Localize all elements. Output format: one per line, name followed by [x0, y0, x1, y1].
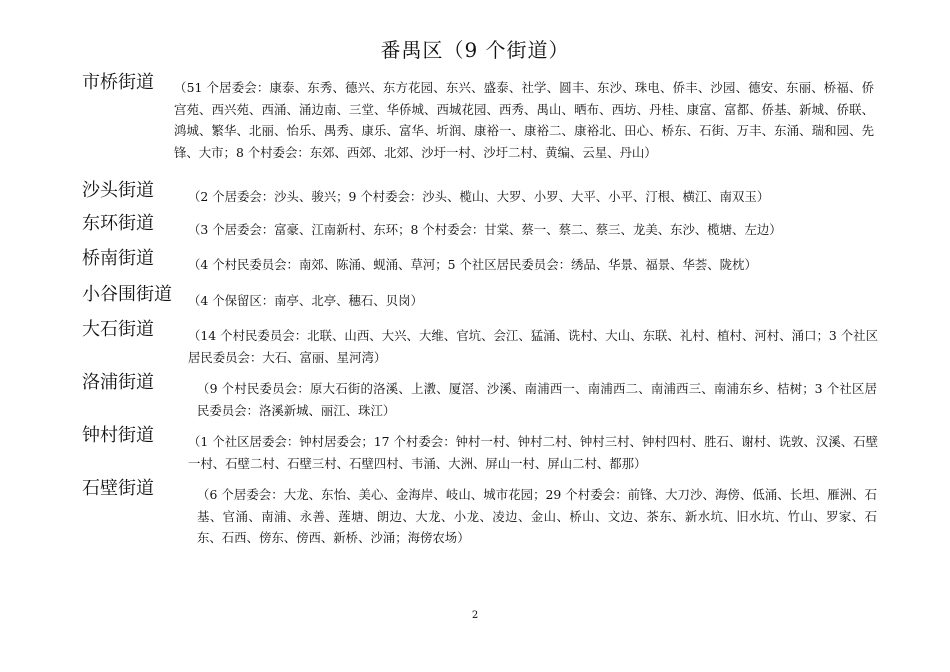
street-entry-shatou [82, 180, 882, 210]
page-title: 番禺区（9 个街道） [380, 38, 570, 62]
street-name: 石壁街道 [82, 478, 154, 499]
street-entry-luopu [82, 372, 882, 424]
street-entry-zhongcun [82, 425, 882, 477]
street-name: 小谷围街道 [82, 284, 172, 305]
street-detail: （2 个居委会：沙头、骏兴；9 个村委会：沙头、榄山、大罗、小罗、大平、小平、汀根、横江、南双玉） [188, 189, 770, 204]
street-entry-qiaonan [82, 248, 882, 278]
street-entry-dashi [82, 319, 882, 371]
street-name: 洛浦街道 [82, 372, 154, 393]
street-entry-shiqiao [82, 72, 882, 180]
street-name: 桥南街道 [82, 248, 154, 269]
street-entry-xiaoguwei [82, 284, 882, 314]
street-detail: （6 个居委会：大龙、东怡、美心、金海岸、岐山、城市花园；29 个村委会：前锋、大刀沙、海傍、低涌、长坦、雁洲、石基、官涌、南浦、永善、莲塘、朗边、大龙、小龙、凌边、金山、桥山、文边、茶东、新水坑、旧水坑、竹山、罗家、石东、石西、傍东、傍西、新桥、沙涌；海傍农场） [197, 487, 877, 545]
street-detail: （4 个村民委员会：南郊、陈涌、蚬涌、草河；5 个社区居民委员会：绣品、华景、福景、华荟、陇枕） [188, 257, 757, 272]
street-name: 市桥街道 [82, 72, 154, 93]
street-name: 沙头街道 [82, 180, 154, 201]
street-detail: （9 个村民委员会：原大石街的洛溪、上漖、厦滘、沙溪、南浦西一、南浦西二、南浦西三、南浦东乡、桔树；3 个社区居民委员会：洛溪新城、丽江、珠江） [197, 381, 877, 418]
street-detail: （4 个保留区：南亭、北亭、穗石、贝岗） [188, 293, 423, 308]
street-entry-donghuan [82, 213, 882, 243]
street-name: 东环街道 [82, 213, 154, 234]
street-detail: （1 个社区居委会：钟村居委会；17 个村委会：钟村一村、钟村二村、钟村三村、钟村四村、胜石、谢村、诜敦、汉溪、石壁一村、石壁二村、石壁三村、石壁四村、韦涌、大洲、屏山一村、屏山二村、都那） [188, 434, 878, 471]
street-detail: （14 个村民委员会：北联、山西、大兴、大维、官坑、会江、猛涌、诜村、大山、东联、礼村、植村、河村、涌口；3 个社区居民委员会：大石、富丽、星河湾） [188, 328, 878, 365]
street-entry-shibi [82, 478, 882, 553]
street-name: 钟村街道 [82, 425, 154, 446]
street-detail: （3 个居委会：富豪、江南新村、东环；8 个村委会：甘棠、蔡一、蔡二、蔡三、龙美、东沙、榄塘、左边） [188, 222, 782, 237]
page-number: 2 [471, 610, 479, 621]
street-detail: （51 个居委会：康泰、东秀、德兴、东方花园、东兴、盛泰、社学、圆丰、东沙、珠电、侨丰、沙园、德安、东丽、桥福、侨宫苑、西兴苑、西涌、涌边南、三堂、华侨城、西城花园、西秀、禺山、晒布、西坊、丹桂、康富、富都、侨基、新城、侨联、鸿城、繁华、北丽、怡乐、禺秀、康乐、富华、圻润、康裕一、康裕二、康裕北、田心、桥东、石街、万丰、东涌、瑞和园、先锋、大市；8 个村委会：东郊、西郊、北郊、沙圩一村、沙圩二村、黄编、云星、丹山） [174, 80, 874, 160]
street-name: 大石街道 [82, 319, 154, 340]
